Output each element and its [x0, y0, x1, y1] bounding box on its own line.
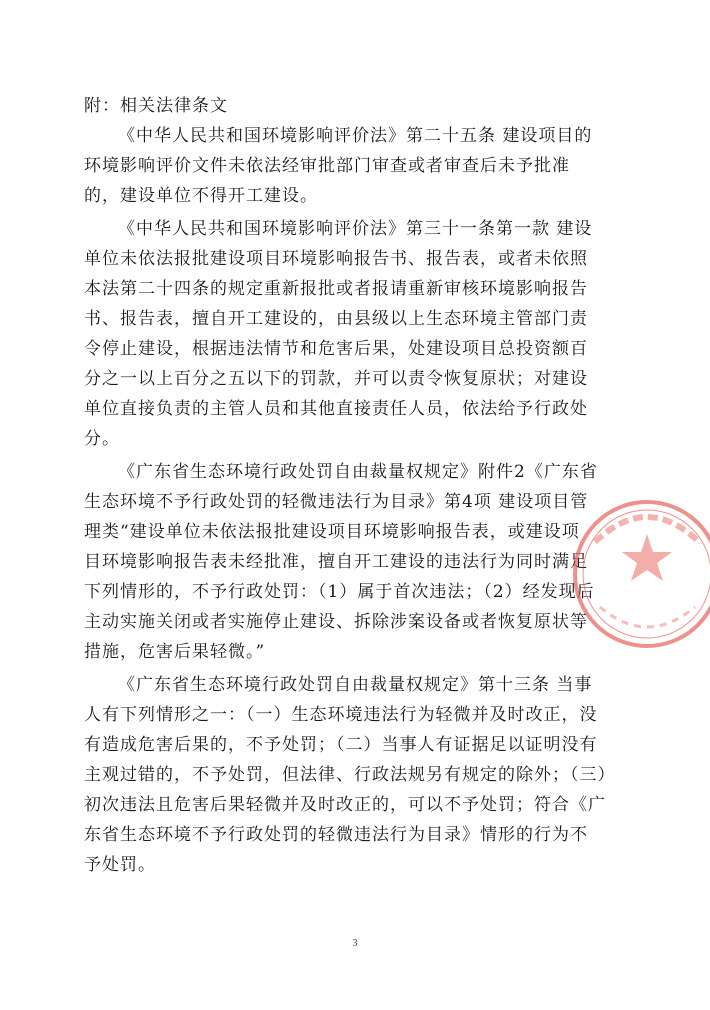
- paragraph-eia-article-31: 《中华人民共和国环境影响评价法》第三十一条第一款 建设 单位未依法报批建设项目环境影响报告书、报告表，或者未依照 本法第二十四条的规定重新报批或者报请重新审核环境影响报告 书、报告表，擅自开工建设的，由县级以上生态环境主管部门责 令停止建设，根据违法情节和危害后果，处建设项目总投资额百 分之一以上百分之五以下的罚款，并可以责令恢复原状；对建设 单位直接负责的主管人员和其他直接责任人员，依法给予行政处 分。: [84, 219, 593, 449]
- page-number: 3: [352, 938, 358, 949]
- paragraph-eia-article-25: 《中华人民共和国环境影响评价法》第二十五条 建设项目的 环境影响评价文件未依法经审批部门审查或者审查后未予批准 的，建设单位不得开工建设。: [84, 126, 593, 206]
- paragraph-guangdong-article-13: 《广东省生态环境行政处罚自由裁量权规定》第十三条 当事 人有下列情形之一：（一）生态环境违法行为轻微并及时改正，没 有造成危害后果的，不予处罚；（二）当事人有证据足以证明没有 主观过错的，不予处罚，但法律、行政法规另有规定的除外；（三） 初次违法且危害后果轻微并及时改正的，可以不予处罚；符合《广 东省生态环境不予行政处罚的轻微违法行为目录》情形的行为不 予处罚。: [84, 675, 616, 875]
- appendix-heading: 附：相关法律条文: [84, 96, 228, 116]
- document-body: [84, 91, 632, 883]
- paragraph-guangdong-annex-2: 《广东省生态环境行政处罚自由裁量权规定》附件2《广东省 生态环境不予行政处罚的轻微违法行为目录》第4项 建设项目管 理类“建设单位未依法报批建设项目环境影响报告表，或建设项 目环境影响报告表未经批准，擅自开工建设的违法行为同时满足 下列情形的，不予行政处罚：（1）属于首次违法；（2）经发现后 主动实施关闭或者实施停止建设、拆除涉案设备或者恢复原状等 措施，危害后果轻微。”: [84, 462, 598, 662]
